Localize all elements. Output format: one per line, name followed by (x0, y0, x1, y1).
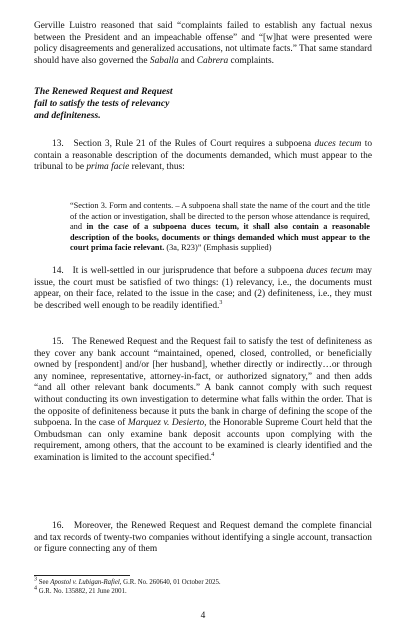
intro-line-5-pre: governed the (98, 55, 150, 66)
p13-thus: thus: (166, 162, 185, 173)
heading-line-3: and definiteness. (34, 109, 101, 121)
p14-post: may issue, the court must be satisfied of two things: (1) relevancy, i.e., the documents must appear, on their face, related to the issue in the case; and (2) definiteness, i.e., they must be described well enough to be readily identified. (34, 266, 372, 311)
paragraph-16 (34, 521, 372, 556)
quote-text-2: (3a, R23)” (Emphasis supplied) (164, 243, 272, 253)
footnote-3-post: , G.R. No. 260640, 01 October 2025. (119, 579, 221, 586)
footnote-3-pre: See (37, 579, 51, 586)
p15-post: , the Honorable Supreme Court held that the Ombudsman can only examine bank deposit accounts upon complying with the requirement, among others, that the account to be examined is clearly identified and the examination is limited to the account specified. (34, 418, 372, 463)
footnote-divider (34, 575, 130, 576)
p13-rest: to contain a reasonable description of the documents (34, 139, 373, 161)
footnote-4-number: 4 (34, 585, 37, 592)
p14-pre: 14. It is well-settled in our jurisprudence that before a subpoena (52, 266, 307, 276)
p15-case-marquez: Marquez v. Desierto (127, 418, 205, 429)
case-cabrera: Cabrera (196, 55, 229, 66)
footnote-3 (34, 576, 364, 587)
case-saballa: Saballa (149, 55, 179, 66)
footnote-3-case: Apostol v. Lubigan-Rafiel (50, 579, 120, 586)
footnote-3-number: 3 (34, 576, 37, 583)
p13-line3-post: relevant, (129, 162, 165, 173)
p14-duces-tecum: duces tecum (306, 266, 353, 276)
quote-emphasis: in the case of a subpoena duces tecum, it shall also contain a reasonable description of the books, documents or things demanded which must appear to the court prima facie relevant. (70, 222, 370, 253)
intro-line-2: factual nexus between the President and an impeachable offense” and (34, 21, 373, 43)
intro-paragraph (34, 21, 372, 67)
heading-line-1: The Renewed Request and Request (34, 86, 173, 97)
rule-quotation (70, 201, 370, 254)
heading-line-2: fail to satisfy the tests of relevancy (34, 97, 170, 109)
p13-prima-facie: prima facie (86, 162, 130, 173)
intro-line-4: accusations, not ultimate facts.” That same standard should have also (34, 44, 372, 66)
footnote-4 (34, 585, 364, 596)
paragraph-14 (34, 266, 372, 312)
page-number: 4 (200, 611, 206, 621)
intro-line-5-post: complaints. (228, 55, 275, 66)
p16-text: 16. Moreover, the Renewed Request and Request demand the complete financial and tax records of twenty-two companies without identifying a single account, transaction or figure connecting any of them (34, 521, 372, 555)
p13-duces-tecum: duces tecum (314, 139, 362, 149)
intro-line-1: Gerville Luistro reasoned that said “complaints failed to establish any (34, 21, 316, 31)
quote-text-1: “Section 3. Form and contents. – A subpoena shall state the name of the court and the title of the action or investigation, shall be directed to the person whose attendance is required, and (70, 201, 370, 232)
footnote-ref-4[interactable]: 4 (211, 451, 215, 458)
section-heading (34, 86, 284, 121)
paragraph-13 (34, 139, 372, 174)
footnote-4-text: G.R. No. 135882, 21 June 2001. (37, 588, 127, 595)
footnote-ref-3[interactable]: 3 (219, 299, 223, 306)
p13-line3-pre: demanded, which must appear to the tribunal to be (34, 150, 372, 173)
intro-line-3: “[w]hat were presented were policy disagreements and generalized (34, 32, 373, 55)
p15-pre: 15. The Renewed Request and the Request fail to satisfy the test of definiteness as they cover any bank account “maintained, opened, closed, controlled, or beneficially owned by [respondent] and/or [her husband], whether directly or indirectly…or through any nominee, representative, attorney-in-fact, or authorized signatory,” and then adds “and all other relevant bank documents.” A bank cannot comply with such request without conducting its own investigation to determine what falls within the order. That is the opposite of definiteness because it puts the bank in charge of defining the scope of the subpoena. In the case of (34, 337, 372, 429)
paragraph-15 (34, 337, 372, 465)
p13-intro: 13. Section 3, Rule 21 of the Rules of Court requires a subpoena (52, 139, 312, 149)
intro-and: and (178, 55, 197, 66)
